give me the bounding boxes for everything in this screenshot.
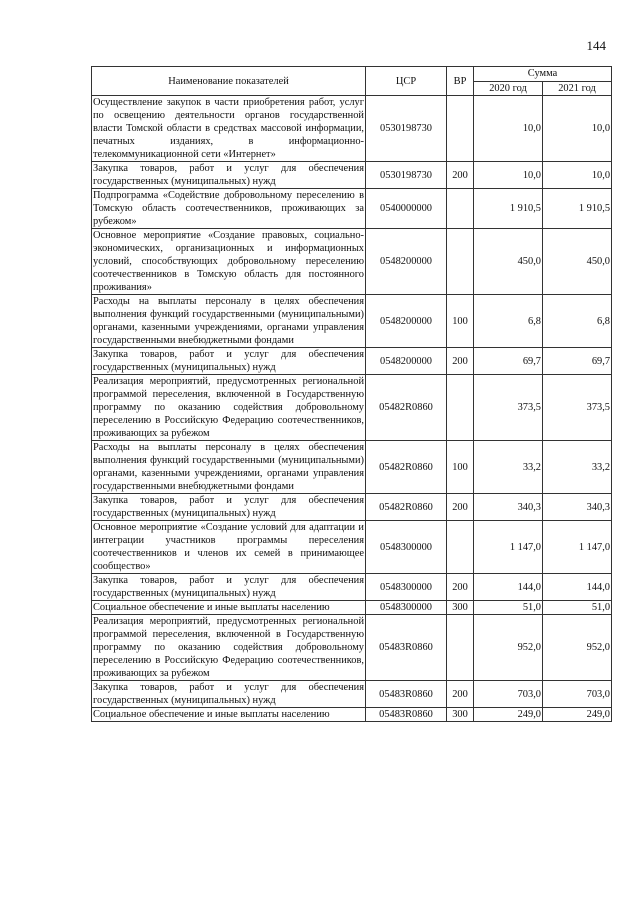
row-name: Закупка товаров, работ и услуг для обеспечения государственных (муниципальных) нужд [93,575,364,599]
row-amount-2021: 6,8 [543,295,612,348]
row-csr-code: 05482R0860 [366,441,447,494]
row-amount-2021: 51,0 [543,601,612,615]
row-amount-2021: 952,0 [543,615,612,681]
header-name: Наименование показателей [92,67,366,96]
header-year-2021: 2021 год [543,81,612,96]
row-amount-2021: 1 910,5 [543,189,612,229]
table-row [92,681,612,708]
header-vr: ВР [447,67,474,96]
row-amount-2020: 6,8 [474,295,543,348]
row-csr-code: 0548300000 [366,601,447,615]
row-csr-code: 0540000000 [366,189,447,229]
header-sum: Сумма [474,67,612,82]
row-vr-code: 300 [447,708,474,722]
row-csr-code: 05483R0860 [366,681,447,708]
row-csr-code: 0548200000 [366,295,447,348]
row-amount-2021: 373,5 [543,375,612,441]
row-name: Основное мероприятие «Создание условий для адаптации и интеграции участников программы переселения соотечественников и членов их семей в принимающее сообщество» [93,522,364,572]
row-amount-2021: 144,0 [543,574,612,601]
row-amount-2021: 10,0 [543,96,612,162]
row-vr-code [447,189,474,229]
row-amount-2021: 1 147,0 [543,521,612,574]
row-name: Подпрограмма «Содействие добровольному переселению в Томскую область соотечественников, проживающих за рубежом» [93,190,364,227]
row-amount-2020: 952,0 [474,615,543,681]
row-amount-2021: 10,0 [543,162,612,189]
row-name: Расходы на выплаты персоналу в целях обеспечения выполнения функций государственными (муниципальными) органами, казенными учреждениями, органами управления государственными внебюджетными фондами [93,442,364,492]
row-vr-code: 200 [447,574,474,601]
row-name: Закупка товаров, работ и услуг для обеспечения государственных (муниципальных) нужд [93,495,364,519]
row-name: Расходы на выплаты персоналу в целях обеспечения выполнения функций государственными (муниципальными) органами, казенными учреждениями, органами управления государственными внебюджетными фондами [93,296,364,346]
table-row [92,162,612,189]
row-name: Социальное обеспечение и иные выплаты населению [92,601,366,615]
row-vr-code [447,615,474,681]
row-amount-2021: 340,3 [543,494,612,521]
row-amount-2020: 69,7 [474,348,543,375]
row-csr-code: 0548200000 [366,348,447,375]
budget-table [91,66,612,722]
row-csr-code: 0548300000 [366,521,447,574]
row-name: Социальное обеспечение и иные выплаты населению [92,708,366,722]
row-name: Осуществление закупок в части приобретения работ, услуг по освещению деятельности органов государственной власти Томской области в средствах массовой информации, печатных изданиях, в информационно-телекоммуникационной сети «Интернет» [93,97,364,160]
row-csr-code: 05482R0860 [366,375,447,441]
row-vr-code: 200 [447,681,474,708]
row-vr-code: 100 [447,441,474,494]
row-amount-2020: 51,0 [474,601,543,615]
row-name: Основное мероприятие «Создание правовых, социально-экономических, организационных и информационных условий, способствующих добровольному переселению соотечественников в Томскую область для постоянного проживания» [93,230,364,293]
row-amount-2020: 450,0 [474,229,543,295]
row-amount-2020: 340,3 [474,494,543,521]
row-amount-2020: 703,0 [474,681,543,708]
table-row [92,521,612,574]
table-row [92,708,612,722]
row-vr-code: 200 [447,348,474,375]
row-amount-2021: 249,0 [543,708,612,722]
table-body [92,96,612,722]
row-amount-2020: 144,0 [474,574,543,601]
row-amount-2020: 1 910,5 [474,189,543,229]
row-vr-code [447,229,474,295]
row-vr-code: 200 [447,162,474,189]
table-row [92,601,612,615]
row-csr-code: 0548200000 [366,229,447,295]
row-vr-code [447,96,474,162]
header-year-2020: 2020 год [474,81,543,96]
row-amount-2020: 10,0 [474,162,543,189]
row-amount-2020: 249,0 [474,708,543,722]
table-row [92,375,612,441]
table-row [92,189,612,229]
row-amount-2021: 703,0 [543,681,612,708]
row-amount-2021: 450,0 [543,229,612,295]
row-name: Реализация мероприятий, предусмотренных региональной программой переселения, включенной в Государственную программу по оказанию содействия добровольному переселению в Российскую Федерацию соотечественников, проживающих за рубежом [93,376,364,439]
row-name: Реализация мероприятий, предусмотренных региональной программой переселения, включенной в Государственную программу по оказанию содействия добровольному переселению в Российскую Федерацию соотечественников, проживающих за рубежом [93,616,364,679]
table-row [92,229,612,295]
row-vr-code: 100 [447,295,474,348]
table-row [92,494,612,521]
row-amount-2020: 1 147,0 [474,521,543,574]
row-vr-code: 200 [447,494,474,521]
row-name: Закупка товаров, работ и услуг для обеспечения государственных (муниципальных) нужд [93,349,364,373]
row-amount-2021: 69,7 [543,348,612,375]
table-row [92,441,612,494]
row-csr-code: 05482R0860 [366,494,447,521]
row-amount-2020: 10,0 [474,96,543,162]
table-row [92,574,612,601]
page-number: 144 [586,38,606,53]
row-amount-2021: 33,2 [543,441,612,494]
row-csr-code: 05483R0860 [366,708,447,722]
row-csr-code: 05483R0860 [366,615,447,681]
row-amount-2020: 373,5 [474,375,543,441]
row-csr-code: 0548300000 [366,574,447,601]
table-row [92,295,612,348]
header-csr: ЦСР [366,67,447,96]
row-vr-code: 300 [447,601,474,615]
row-name: Закупка товаров, работ и услуг для обеспечения государственных (муниципальных) нужд [93,682,364,706]
row-name: Закупка товаров, работ и услуг для обеспечения государственных (муниципальных) нужд [93,163,364,187]
row-amount-2020: 33,2 [474,441,543,494]
row-csr-code: 0530198730 [366,96,447,162]
row-csr-code: 0530198730 [366,162,447,189]
table-row [92,348,612,375]
table-row [92,96,612,162]
row-vr-code [447,375,474,441]
row-vr-code [447,521,474,574]
table-row [92,615,612,681]
